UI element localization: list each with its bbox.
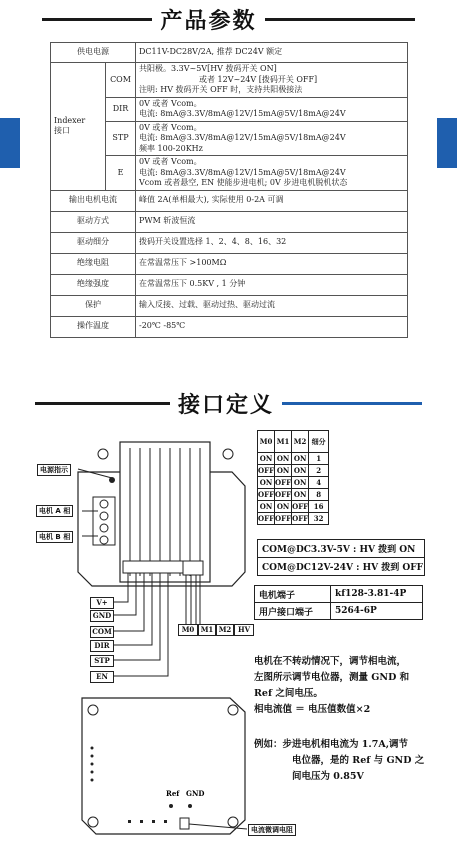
leader-line — [78, 469, 112, 478]
spec-value: DC11V-DC28V/2A, 推荐 DC24V 额定 — [136, 43, 408, 63]
spec-value: -20℃ -85℃ — [136, 316, 408, 337]
left-accent-bar — [0, 118, 20, 168]
section-title-interface: 接口定义 — [177, 393, 274, 418]
indexer-label-line: 接口 — [54, 126, 70, 136]
mount-hole — [98, 449, 108, 459]
cell: OFF — [258, 514, 275, 523]
sub-label-dir: DIR — [106, 97, 136, 121]
spec-value-com — [136, 63, 408, 98]
pin-stp: STP — [90, 655, 114, 667]
header-rule-left — [42, 18, 152, 21]
spec-value: PWM 斩波恒流 — [136, 211, 408, 232]
mount-hole — [223, 449, 233, 459]
spec-value-dir — [136, 97, 408, 121]
cell: 8 — [309, 489, 329, 501]
spec-label: 驱动细分 — [51, 232, 136, 253]
spec-line: 注明: HV 拨码开关 OFF 时，支持共阳极接法 — [139, 85, 303, 94]
terminal-label: 用户接口端子 — [255, 603, 331, 620]
user-connector — [123, 561, 183, 573]
dip-switch — [183, 561, 203, 575]
sub-label-stp: STP — [106, 121, 136, 156]
cell: ON — [292, 489, 309, 501]
pin-en: EN — [90, 671, 114, 683]
spec-line: 或者 12V~24V [拨码开关 OFF] — [199, 74, 318, 84]
potentiometer — [180, 818, 189, 829]
sub-label-e: E — [106, 156, 136, 191]
spec-label: 供电电源 — [51, 43, 136, 63]
col-header: 细分 — [309, 431, 329, 453]
pin-com: COM — [90, 626, 114, 638]
motor-terminal-block — [93, 497, 115, 545]
spec-row — [51, 316, 408, 337]
microstep-row — [258, 465, 329, 477]
cell: OFF — [258, 490, 275, 499]
spec-value-stp — [136, 121, 408, 156]
mount-hole — [88, 817, 98, 827]
cell: OFF — [275, 514, 292, 523]
cell: OFF — [292, 502, 309, 511]
spec-line: 电流: 8mA@3.3V/8mA@12V/15mA@5V/18mA@24V — [139, 133, 346, 142]
mount-hole — [228, 705, 238, 715]
ref-pad — [169, 804, 173, 808]
spec-value: 在常温常压下 >100MΩ — [136, 253, 408, 274]
cell: 16 — [309, 501, 329, 513]
cell: ON — [258, 453, 275, 465]
spec-label: 保护 — [51, 295, 136, 316]
pot-label: 电流微调电阻 — [248, 824, 296, 836]
gnd-label: GND — [186, 789, 205, 798]
hv-config-line-2: COM@DC12V-24V : HV 拨到 OFF — [257, 557, 425, 576]
pin-dir: DIR — [90, 640, 114, 652]
cell: OFF — [275, 490, 292, 499]
led-column — [91, 747, 94, 782]
terminal-value: kf128-3.81-4P — [331, 586, 423, 603]
ref-label: Ref — [166, 789, 180, 798]
note-line: Ref 之间电压。 — [254, 688, 323, 699]
section-header-params — [0, 4, 457, 35]
board-outline-bottom — [82, 698, 245, 834]
col-header: M0 — [258, 431, 275, 453]
col-header: M2 — [292, 431, 309, 453]
microstep-row — [258, 501, 329, 513]
spec-value: 拨码开关设置选择 1、2、4、8、16、32 — [136, 232, 408, 253]
indexer-label-line: Indexer — [54, 115, 86, 125]
header-rule-right — [265, 18, 415, 21]
pad-row — [128, 820, 167, 823]
spec-label: 操作温度 — [51, 316, 136, 337]
spec-line: 电流: 8mA@3.3V/8mA@12V/15mA@5V/18mA@24V — [139, 109, 346, 118]
terminal-value: 5264-6P — [331, 603, 423, 620]
spec-row — [51, 232, 408, 253]
note-line: 电机在不转动情况下，调节相电流， — [254, 656, 407, 667]
spec-label: 输出电机电流 — [51, 190, 136, 211]
microstep-row — [258, 513, 329, 525]
spec-line: 0V 或者 Vcom。 — [139, 122, 202, 132]
driver-diagram — [0, 420, 457, 866]
spec-line: 0V 或者 Vcom。 — [139, 157, 202, 166]
spec-line: Vcom 或者悬空, EN 使能步进电机; 0V 步进电机脱机状态 — [139, 178, 348, 187]
note-line: 相电流值 ＝ 电压值数值×2 — [254, 704, 371, 715]
cell: OFF — [292, 514, 309, 523]
cell: 2 — [309, 465, 329, 477]
spec-label: 驱动方式 — [51, 211, 136, 232]
dip-hv-label: HV — [234, 624, 254, 636]
cell: ON — [275, 453, 292, 465]
dip-m0-label: M0 — [178, 624, 198, 636]
cell: ON — [292, 477, 309, 489]
power-indicator-label: 电源指示 — [37, 464, 71, 476]
spec-line: 0V 或者 Vcom。 — [139, 98, 202, 108]
cell: OFF — [258, 466, 275, 475]
header-rule-left — [35, 402, 170, 405]
mount-hole — [228, 817, 238, 827]
spec-row — [51, 274, 408, 295]
example-text — [254, 737, 424, 785]
dip-m1-label: M1 — [198, 624, 216, 636]
cell: ON — [258, 477, 275, 489]
spec-value: 峰值 2A(单相最大), 实际使用 0-2A 可调 — [136, 190, 408, 211]
cell: ON — [292, 465, 309, 477]
hv-config-line-1: COM@DC3.3V-5V : HV 拨到 ON — [257, 539, 425, 558]
spec-value: 输入反接、过载、驱动过热、驱动过流 — [136, 295, 408, 316]
note-line: 例如：步进电机相电流为 1.7A,调节 — [254, 739, 409, 750]
spec-value-e — [136, 156, 408, 191]
right-accent-bar — [437, 118, 457, 168]
note-line: 左图所示调节电位器，测量 GND 和 — [254, 672, 410, 683]
microstep-row — [258, 489, 329, 501]
spec-row-com — [51, 63, 408, 98]
cell: ON — [275, 501, 292, 513]
dip-m2-label: M2 — [216, 624, 234, 636]
terminal-row-user — [255, 603, 423, 620]
spec-value: 在常温常压下 0.5KV , 1 分钟 — [136, 274, 408, 295]
cell: ON — [258, 501, 275, 513]
microstep-header — [258, 431, 329, 453]
gnd-pad — [188, 804, 192, 808]
spec-row — [51, 211, 408, 232]
cell: OFF — [275, 478, 292, 487]
sub-label-com: COM — [106, 63, 136, 98]
terminal-table — [254, 585, 423, 620]
note-line: 电位器，是的 Ref 与 GND 之 — [292, 755, 425, 766]
motor-a-label: 电机 A 相 — [36, 505, 73, 517]
header-rule-right — [282, 402, 422, 405]
spec-label: 绝缘强度 — [51, 274, 136, 295]
cell: ON — [275, 465, 292, 477]
microstep-row — [258, 477, 329, 489]
section-header-interface — [0, 388, 457, 419]
pin-vplus: V+ — [90, 597, 114, 609]
pin-gnd: GND — [90, 610, 114, 622]
cell: ON — [292, 453, 309, 465]
motor-b-label: 电机 B 相 — [36, 531, 73, 543]
cell: 1 — [309, 453, 329, 465]
col-header: M1 — [275, 431, 292, 453]
spec-line: 频率 100-20KHz — [139, 143, 203, 153]
spec-line: 共阳极。3.3V~5V[HV 拨码开关 ON] — [139, 64, 277, 73]
terminal-label: 电机端子 — [255, 586, 331, 603]
spec-row — [51, 190, 408, 211]
spec-label: 绝缘电阻 — [51, 253, 136, 274]
spec-row — [51, 295, 408, 316]
spec-line: 电流: 8mA@3.3V/8mA@12V/15mA@5V/18mA@24V — [139, 167, 346, 177]
note-text — [254, 654, 409, 718]
spec-table — [50, 42, 408, 338]
mount-hole — [88, 705, 98, 715]
microstep-table — [257, 430, 329, 525]
indexer-label — [51, 63, 106, 191]
section-title-params: 产品参数 — [160, 9, 257, 34]
microstep-row — [258, 453, 329, 465]
terminal-row-motor — [255, 586, 423, 603]
cell: 4 — [309, 477, 329, 489]
cell: 32 — [309, 513, 329, 525]
note-line: 间电压为 0.85V — [292, 771, 364, 782]
spec-row — [51, 253, 408, 274]
spec-row-power — [51, 43, 408, 63]
